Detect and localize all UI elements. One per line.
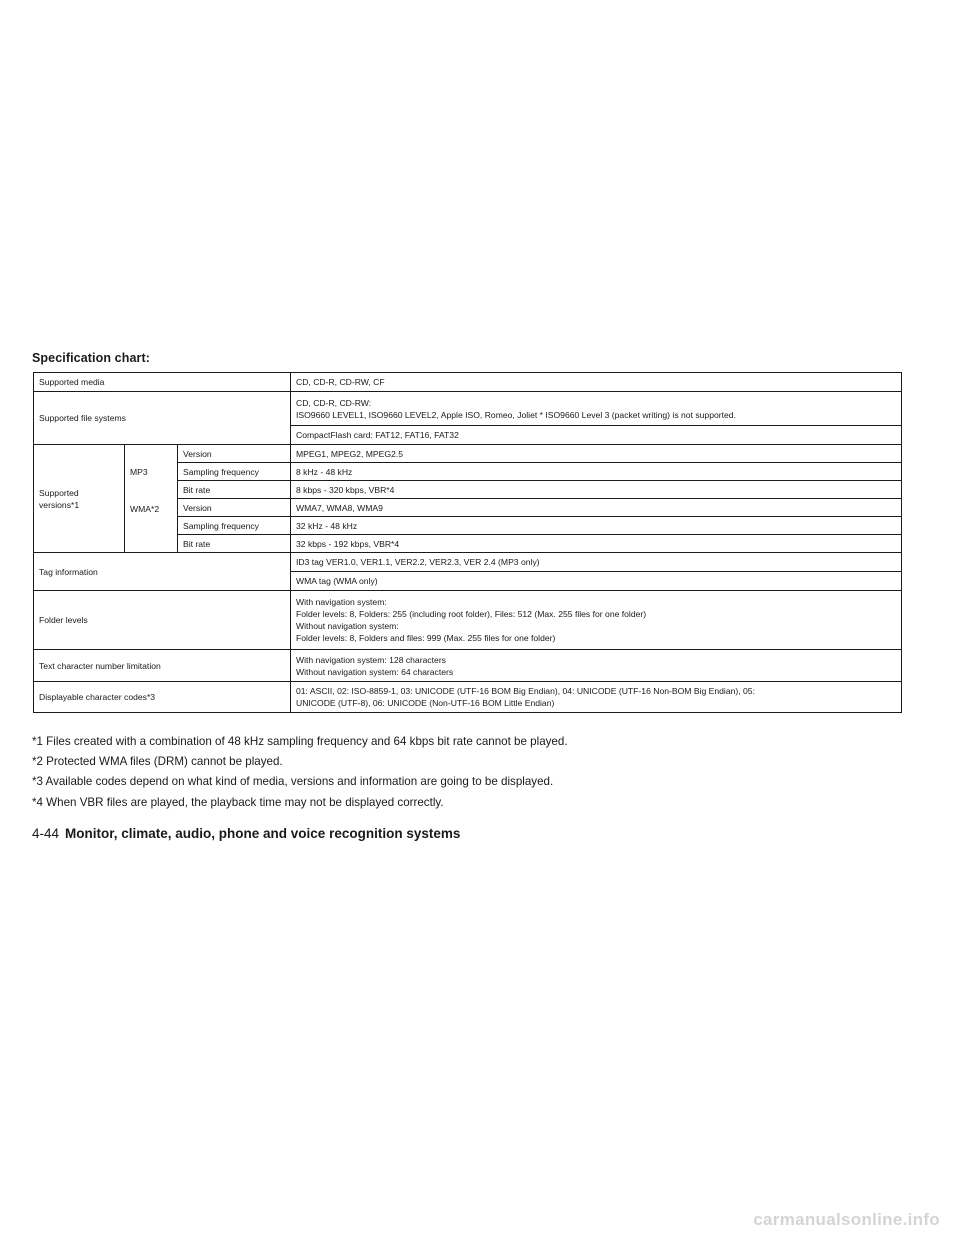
footnote-2: *2 Protected WMA files (DRM) cannot be played. xyxy=(32,755,283,769)
row-value-file-systems-cd xyxy=(291,392,902,426)
table-row xyxy=(34,499,902,517)
table-row xyxy=(34,553,902,572)
wma-sampling-label: Sampling frequency xyxy=(178,517,291,535)
cell-line: Folder levels: 8, Folders: 255 (including root folder), Files: 512 (Max. 255 files for one folder) xyxy=(296,609,647,619)
cell-line: ISO9660 LEVEL1, ISO9660 LEVEL2, Apple ISO, Romeo, Joliet * ISO9660 Level 3 (packet writing) is not supported. xyxy=(296,409,736,420)
row-value-file-systems-cf: CompactFlash card: FAT12, FAT16, FAT32 xyxy=(291,426,902,445)
chapter-title: Monitor, climate, audio, phone and voice recognition systems xyxy=(65,826,461,841)
page-footer xyxy=(32,826,460,841)
cell-line: 01: ASCII, 02: ISO-8859-1, 03: UNICODE (UTF-16 BOM Big Endian), 04: UNICODE (UTF-16 Non-BOM Big Endian), 05: xyxy=(296,686,755,696)
row-value-supported-media: CD, CD-R, CD-RW, CF xyxy=(291,373,902,392)
table-row xyxy=(34,650,902,682)
watermark: carmanualsonline.info xyxy=(753,1210,940,1229)
mp3-sampling-value: 8 kHz - 48 kHz xyxy=(291,463,902,481)
row-label-supported-versions xyxy=(34,445,125,553)
footnote-1: *1 Files created with a combination of 48 kHz sampling frequency and 64 kbps bit rate cannot be played. xyxy=(32,735,568,748)
mp3-bitrate-label: Bit rate xyxy=(178,481,291,499)
cell-line: UNICODE (UTF-8), 06: UNICODE (Non-UTF-16 BOM Little Endian) xyxy=(296,698,555,708)
footnote-4: *4 When VBR files are played, the playback time may not be displayed correctly. xyxy=(32,795,444,809)
mp3-version-label: Version xyxy=(178,445,291,463)
wma-bitrate-value: 32 kbps - 192 kbps, VBR*4 xyxy=(291,535,902,553)
table-row xyxy=(34,373,902,392)
cell-line: Without navigation system: xyxy=(296,621,399,631)
cell-line: Folder levels: 8, Folders and files: 999 (Max. 255 files for one folder) xyxy=(296,633,556,643)
cell-line: Supported xyxy=(39,487,79,498)
row-value-tag-id3: ID3 tag VER1.0, VER1.1, VER2.2, VER2.3, VER 2.4 (MP3 only) xyxy=(291,553,902,572)
wma-bitrate-label: Bit rate xyxy=(178,535,291,553)
mp3-version-value: MPEG1, MPEG2, MPEG2.5 xyxy=(291,445,902,463)
footnotes xyxy=(32,734,912,815)
row-label-tag-information: Tag information xyxy=(34,553,291,591)
row-value-tag-wma: WMA tag (WMA only) xyxy=(291,572,902,591)
specification-table xyxy=(33,372,902,713)
mp3-bitrate-value: 8 kbps - 320 kbps, VBR*4 xyxy=(291,481,902,499)
format-label-mp3: MP3 xyxy=(125,445,178,499)
row-label-char-codes: Displayable character codes*3 xyxy=(34,682,291,713)
table-row xyxy=(34,682,902,713)
table-row xyxy=(34,445,902,463)
page-number: 4-44 xyxy=(32,826,60,841)
table-row xyxy=(34,392,902,426)
footnote-3: *3 Available codes depend on what kind of media, versions and information are going to be displayed. xyxy=(32,775,554,789)
row-value-char-codes xyxy=(291,682,902,713)
row-label-file-systems: Supported file systems xyxy=(34,392,291,445)
format-label-wma: WMA*2 xyxy=(125,499,178,553)
cell-line: With navigation system: xyxy=(296,597,387,607)
cell-line: With navigation system: 128 characters xyxy=(296,654,446,665)
row-value-folder-levels xyxy=(291,591,902,650)
wma-version-value: WMA7, WMA8, WMA9 xyxy=(291,499,902,517)
cell-line: Without navigation system: 64 characters xyxy=(296,666,454,677)
table-row xyxy=(34,591,902,650)
wma-sampling-value: 32 kHz - 48 kHz xyxy=(291,517,902,535)
row-label-folder-levels: Folder levels xyxy=(34,591,291,650)
row-label-text-limit: Text character number limitation xyxy=(34,650,291,682)
section-title: Specification chart: xyxy=(32,351,150,365)
row-value-text-limit xyxy=(291,650,902,682)
cell-line: versions*1 xyxy=(39,499,80,510)
mp3-sampling-label: Sampling frequency xyxy=(178,463,291,481)
wma-version-label: Version xyxy=(178,499,291,517)
row-label-supported-media: Supported media xyxy=(34,373,291,392)
cell-line: CD, CD-R, CD-RW: xyxy=(296,397,372,408)
